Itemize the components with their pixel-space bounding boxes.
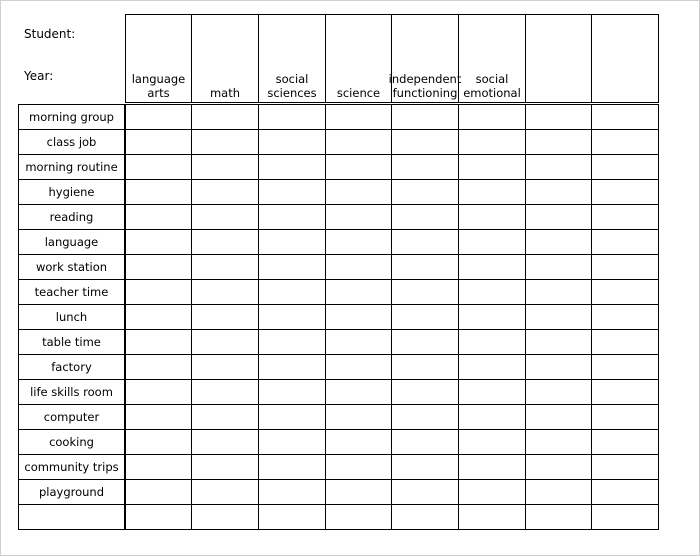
table-cell[interactable]: [591, 329, 659, 355]
table-cell[interactable]: [391, 404, 459, 430]
table-cell[interactable]: [258, 204, 326, 230]
table-cell[interactable]: [191, 304, 259, 330]
table-cell[interactable]: [391, 104, 459, 130]
table-cell[interactable]: [325, 154, 392, 180]
column-header-text: science: [336, 86, 381, 100]
table-cell[interactable]: [391, 454, 459, 480]
table-cell[interactable]: [125, 404, 192, 430]
table-cell[interactable]: [391, 304, 459, 330]
table-cell[interactable]: [525, 229, 592, 255]
column-header-text: math: [209, 86, 241, 100]
row-label: morning group: [18, 104, 125, 130]
table-cell[interactable]: [458, 129, 526, 155]
column-header: [325, 14, 392, 103]
table-cell[interactable]: [125, 379, 192, 405]
table-cell[interactable]: [391, 254, 459, 280]
table-cell[interactable]: [591, 154, 659, 180]
table-cell[interactable]: [391, 179, 459, 205]
table-cell[interactable]: [391, 204, 459, 230]
table-cell[interactable]: [191, 279, 259, 305]
table-cell[interactable]: [591, 129, 659, 155]
row-label: work station: [18, 254, 125, 280]
table-cell[interactable]: [458, 179, 526, 205]
table-cell[interactable]: [391, 504, 459, 530]
table-cell[interactable]: [325, 229, 392, 255]
table-cell[interactable]: [125, 154, 192, 180]
table-cell[interactable]: [191, 179, 259, 205]
table-cell[interactable]: [258, 254, 326, 280]
row-label: community trips: [18, 454, 125, 480]
table-cell[interactable]: [191, 454, 259, 480]
table-cell[interactable]: [325, 279, 392, 305]
table-cell[interactable]: [458, 229, 526, 255]
table-cell[interactable]: [325, 329, 392, 355]
table-cell[interactable]: [258, 429, 326, 455]
table-cell[interactable]: [591, 304, 659, 330]
table-cell[interactable]: [458, 354, 526, 380]
column-header-text: social: [275, 72, 309, 86]
table-cell[interactable]: [191, 229, 259, 255]
table-cell[interactable]: [458, 304, 526, 330]
table-cell[interactable]: [591, 379, 659, 405]
column-header: [458, 14, 526, 103]
table-cell[interactable]: [525, 429, 592, 455]
table-cell[interactable]: [258, 279, 326, 305]
table-cell[interactable]: [525, 179, 592, 205]
table-cell[interactable]: [525, 379, 592, 405]
table-cell[interactable]: [591, 229, 659, 255]
table-cell[interactable]: [325, 504, 392, 530]
table-cell[interactable]: [391, 329, 459, 355]
row-label: computer: [18, 404, 125, 430]
table-cell[interactable]: [258, 179, 326, 205]
table-cell[interactable]: [591, 404, 659, 430]
column-header-text: sciences: [267, 86, 317, 100]
table-cell[interactable]: [191, 329, 259, 355]
table-cell[interactable]: [591, 279, 659, 305]
table-cell[interactable]: [591, 204, 659, 230]
table-cell[interactable]: [591, 354, 659, 380]
table-cell[interactable]: [125, 279, 192, 305]
table-cell[interactable]: [258, 504, 326, 530]
column-header: [525, 14, 592, 103]
table-cell[interactable]: [125, 104, 192, 130]
table-cell[interactable]: [458, 404, 526, 430]
row-label: table time: [18, 329, 125, 355]
row-label: cooking: [18, 429, 125, 455]
table-cell[interactable]: [258, 479, 326, 505]
table-cell[interactable]: [325, 254, 392, 280]
table-cell[interactable]: [191, 129, 259, 155]
column-header: [258, 14, 326, 103]
table-cell[interactable]: [191, 104, 259, 130]
table-cell[interactable]: [125, 129, 192, 155]
table-cell[interactable]: [591, 254, 659, 280]
row-label: factory: [18, 354, 125, 380]
table-cell[interactable]: [258, 304, 326, 330]
student-label: Student:: [24, 27, 76, 41]
table-cell[interactable]: [391, 154, 459, 180]
table-cell[interactable]: [125, 204, 192, 230]
row-label: playground: [18, 479, 125, 505]
table-cell[interactable]: [391, 354, 459, 380]
table-cell[interactable]: [325, 404, 392, 430]
row-label: hygiene: [18, 179, 125, 205]
table-cell[interactable]: [525, 504, 592, 530]
table-cell[interactable]: [258, 379, 326, 405]
table-cell[interactable]: [458, 329, 526, 355]
column-header: [388, 14, 462, 103]
table-cell[interactable]: [525, 154, 592, 180]
table-cell[interactable]: [525, 404, 592, 430]
table-cell[interactable]: [125, 454, 192, 480]
table-cell[interactable]: [525, 129, 592, 155]
column-header: [125, 14, 192, 103]
row-label: language: [18, 229, 125, 255]
table-cell[interactable]: [458, 429, 526, 455]
table-cell[interactable]: [125, 329, 192, 355]
table-cell[interactable]: [458, 379, 526, 405]
table-cell[interactable]: [325, 429, 392, 455]
column-header-text: language: [131, 72, 186, 86]
table-cell[interactable]: [591, 479, 659, 505]
column-header-text: functioning: [392, 86, 458, 100]
row-label: life skills room: [18, 379, 125, 405]
table-cell[interactable]: [191, 379, 259, 405]
table-cell[interactable]: [458, 479, 526, 505]
table-cell[interactable]: [525, 279, 592, 305]
table-cell[interactable]: [125, 354, 192, 380]
table-cell[interactable]: [258, 404, 326, 430]
column-header: [191, 14, 259, 103]
table-cell[interactable]: [591, 429, 659, 455]
row-label: [18, 504, 125, 530]
table-cell[interactable]: [191, 404, 259, 430]
table-cell[interactable]: [258, 154, 326, 180]
table-cell[interactable]: [525, 454, 592, 480]
table-cell[interactable]: [258, 104, 326, 130]
table-cell[interactable]: [525, 254, 592, 280]
table-cell[interactable]: [458, 454, 526, 480]
table-cell[interactable]: [125, 479, 192, 505]
table-cell[interactable]: [325, 479, 392, 505]
row-label: reading: [18, 204, 125, 230]
table-cell[interactable]: [391, 379, 459, 405]
table-cell[interactable]: [125, 179, 192, 205]
row-label: morning routine: [18, 154, 125, 180]
table-cell[interactable]: [325, 454, 392, 480]
table-cell[interactable]: [458, 204, 526, 230]
column-header-text: social: [475, 72, 509, 86]
table-cell[interactable]: [591, 179, 659, 205]
table-cell[interactable]: [125, 504, 192, 530]
table-cell[interactable]: [125, 429, 192, 455]
table-cell[interactable]: [525, 104, 592, 130]
table-cell[interactable]: [525, 204, 592, 230]
table-cell[interactable]: [458, 154, 526, 180]
table-cell[interactable]: [391, 479, 459, 505]
table-cell[interactable]: [258, 229, 326, 255]
table-cell[interactable]: [191, 354, 259, 380]
table-cell[interactable]: [258, 129, 326, 155]
table-cell[interactable]: [325, 379, 392, 405]
table-cell[interactable]: [191, 504, 259, 530]
table-cell[interactable]: [458, 279, 526, 305]
table-cell[interactable]: [391, 279, 459, 305]
table-cell[interactable]: [191, 204, 259, 230]
table-cell[interactable]: [325, 354, 392, 380]
table-cell[interactable]: [191, 429, 259, 455]
column-header-text: arts: [147, 86, 170, 100]
row-label: lunch: [18, 304, 125, 330]
table-cell[interactable]: [325, 179, 392, 205]
column-header: [591, 14, 659, 103]
table-cell[interactable]: [525, 354, 592, 380]
table-cell[interactable]: [191, 479, 259, 505]
table-cell[interactable]: [258, 454, 326, 480]
table-cell[interactable]: [525, 479, 592, 505]
table-cell[interactable]: [458, 504, 526, 530]
table-cell[interactable]: [125, 304, 192, 330]
table-cell[interactable]: [325, 304, 392, 330]
table-cell[interactable]: [191, 254, 259, 280]
row-label: class job: [18, 129, 125, 155]
table-cell[interactable]: [591, 454, 659, 480]
column-header-text: emotional: [463, 86, 521, 100]
table-cell[interactable]: [125, 229, 192, 255]
table-cell[interactable]: [391, 229, 459, 255]
table-cell[interactable]: [591, 504, 659, 530]
table-cell[interactable]: [325, 129, 392, 155]
table-cell[interactable]: [258, 329, 326, 355]
table-cell[interactable]: [591, 104, 659, 130]
table-cell[interactable]: [325, 204, 392, 230]
table-cell[interactable]: [391, 429, 459, 455]
table-cell[interactable]: [325, 104, 392, 130]
table-cell[interactable]: [191, 154, 259, 180]
table-cell[interactable]: [391, 129, 459, 155]
column-header-text: independent: [388, 72, 462, 86]
row-label: teacher time: [18, 279, 125, 305]
table-cell[interactable]: [458, 104, 526, 130]
table-cell[interactable]: [525, 329, 592, 355]
table-cell[interactable]: [525, 304, 592, 330]
table-cell[interactable]: [458, 254, 526, 280]
table-cell[interactable]: [258, 354, 326, 380]
year-label: Year:: [24, 69, 54, 83]
table-cell[interactable]: [125, 254, 192, 280]
